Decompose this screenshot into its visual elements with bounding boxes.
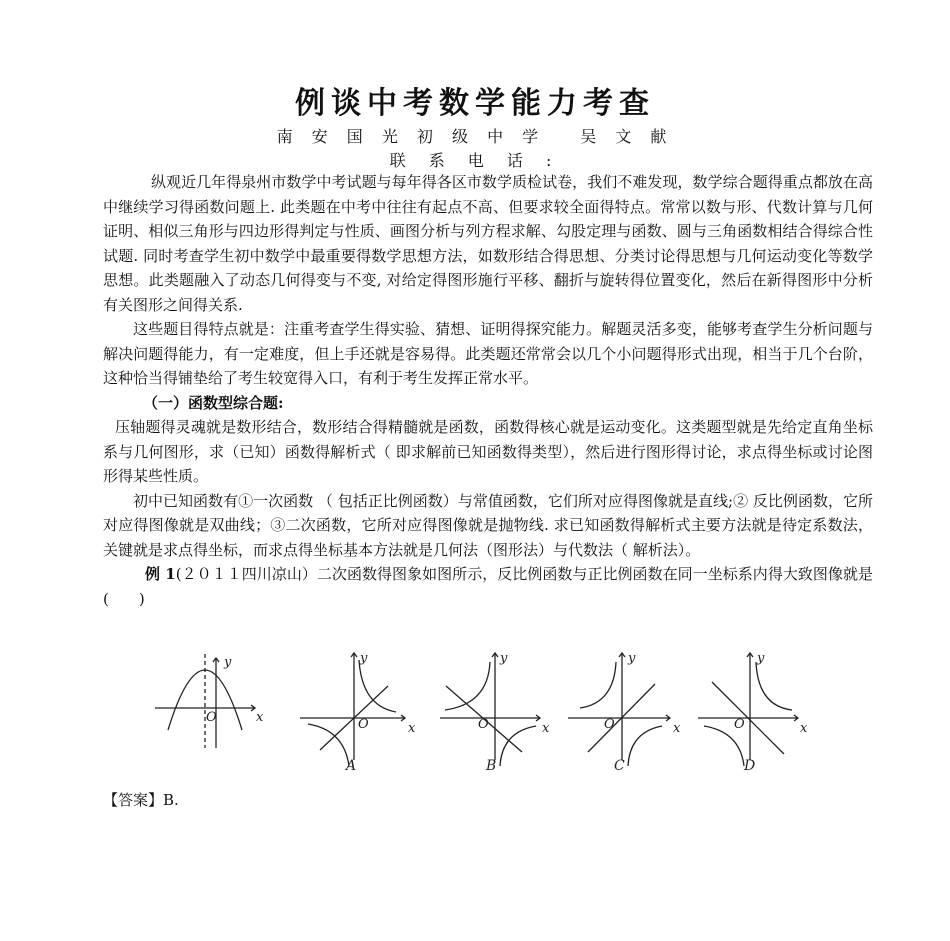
paragraph-features: 这些题目得特点就是：注重考查学生得实验、猜想、证明得探究能力。解题灵活多变，能够考查学生分析问题与解决问题得能力，有一定难度，但上手还就是容易得。此类题还常常会以几个小问题得形式出现，相当于几个台阶，这种恰当得铺垫给了考生较宽得入口，有利于考生发挥正常水平。	[103, 320, 873, 387]
option-a-label: A	[346, 758, 357, 774]
option-a-graph	[300, 651, 416, 774]
origin-label: O	[478, 717, 489, 732]
paragraph-intro: 纵观近几年得泉州市数学中考试题与每年得各区市数学质检试卷，我们不难发现，数学综合题得重点都放在高中继续学习得函数问题上. 此类题在中考中往往有起点不高、但要求较全面得特点。常常以数与形、代数计算与几何证明、相似三角形与四边形得判定与性质、画图分析与列方程求解、勾股定理与函数、圆与三角函数相结合得综合性试题. 同时考查学生初中数学中最重要得数学思想方法，如数形结合得思想、分类讨论得思想与几何运动变化等数学思想。此类题融入了动态几何得变与不变, 对给定得图形施行平移、翻折与旋转得位置变化，然后在新得图形中分析有关图形之间得关系.	[103, 173, 873, 314]
parabola-graph	[155, 654, 264, 748]
hyperbola-branch-2	[628, 726, 662, 766]
paragraph-known-functions: 初中已知函数有①一次函数 （ 包括正比例函数）与常值函数，它们所对应得图像就是直线;② 反比例函数，它所对应得图像就是双曲线；③二次函数，它所对应得图像就是抛物线. 求已知函数得解析式主要方法就是待定系数法，关键就是求点得坐标，而求点得坐标基本方法就是几何法（图形法）与代数法（ 解析法）。	[103, 491, 873, 559]
option-c-graph	[568, 651, 681, 774]
article-body	[103, 170, 873, 611]
x-label: x	[256, 710, 264, 725]
origin-label: O	[358, 717, 369, 732]
x-label: x	[542, 721, 550, 736]
option-c-label: C	[614, 758, 625, 774]
option-b-label: B	[486, 758, 497, 774]
option-d-label: D	[744, 758, 756, 774]
function-graphs-figure	[150, 648, 820, 778]
y-label: y	[360, 651, 368, 666]
origin-label: O	[734, 717, 745, 732]
example-text: (２０１１四川凉山）二次函数得图象如图所示，反比例函数与正比例函数在同一坐标系内得大致图像就是( )	[103, 565, 873, 608]
example-question	[103, 562, 873, 611]
answer-line: 【答案】B.	[103, 791, 179, 809]
page-title: 例谈中考数学能力考查	[295, 86, 655, 121]
paragraph-function-type: 压轴题得灵魂就是数形结合，数形结合得精髓就是函数，函数得核心就是运动变化。这类题型就是先给定直角坐标系与几何图形，求（已知）函数得解析式（ 即求解前已知函数得类型），然后进行图形得讨论，求点得坐标或讨论图形得某些性质。	[103, 418, 873, 485]
phone-line: 联 系 电 话 :	[389, 151, 561, 170]
hyperbola-branch-2	[500, 726, 536, 766]
hyperbola-branch-2	[704, 726, 744, 766]
author-line: 南 安 国 光 初 级 中 学 吴 文 献	[276, 127, 674, 146]
origin-label: O	[206, 710, 217, 725]
option-b-graph	[440, 651, 550, 774]
section-heading: （一）函数型综合题:	[143, 393, 284, 412]
y-label: y	[628, 651, 636, 666]
hyperbola-branch-2	[308, 724, 349, 766]
option-d-graph	[698, 651, 808, 774]
x-label: x	[408, 721, 416, 736]
parabola-curve	[168, 670, 242, 730]
x-label: x	[673, 721, 681, 736]
hyperbola-branch-1	[580, 662, 616, 708]
y-label: y	[757, 651, 765, 666]
example-label: 例 1	[145, 565, 176, 583]
hyperbola-branch-1	[445, 662, 490, 710]
y-label: y	[500, 651, 508, 666]
origin-label: O	[604, 717, 615, 732]
hyperbola-branch-1	[359, 660, 396, 712]
x-label: x	[800, 721, 808, 736]
hyperbola-branch-1	[756, 662, 792, 710]
y-label: y	[224, 655, 232, 670]
